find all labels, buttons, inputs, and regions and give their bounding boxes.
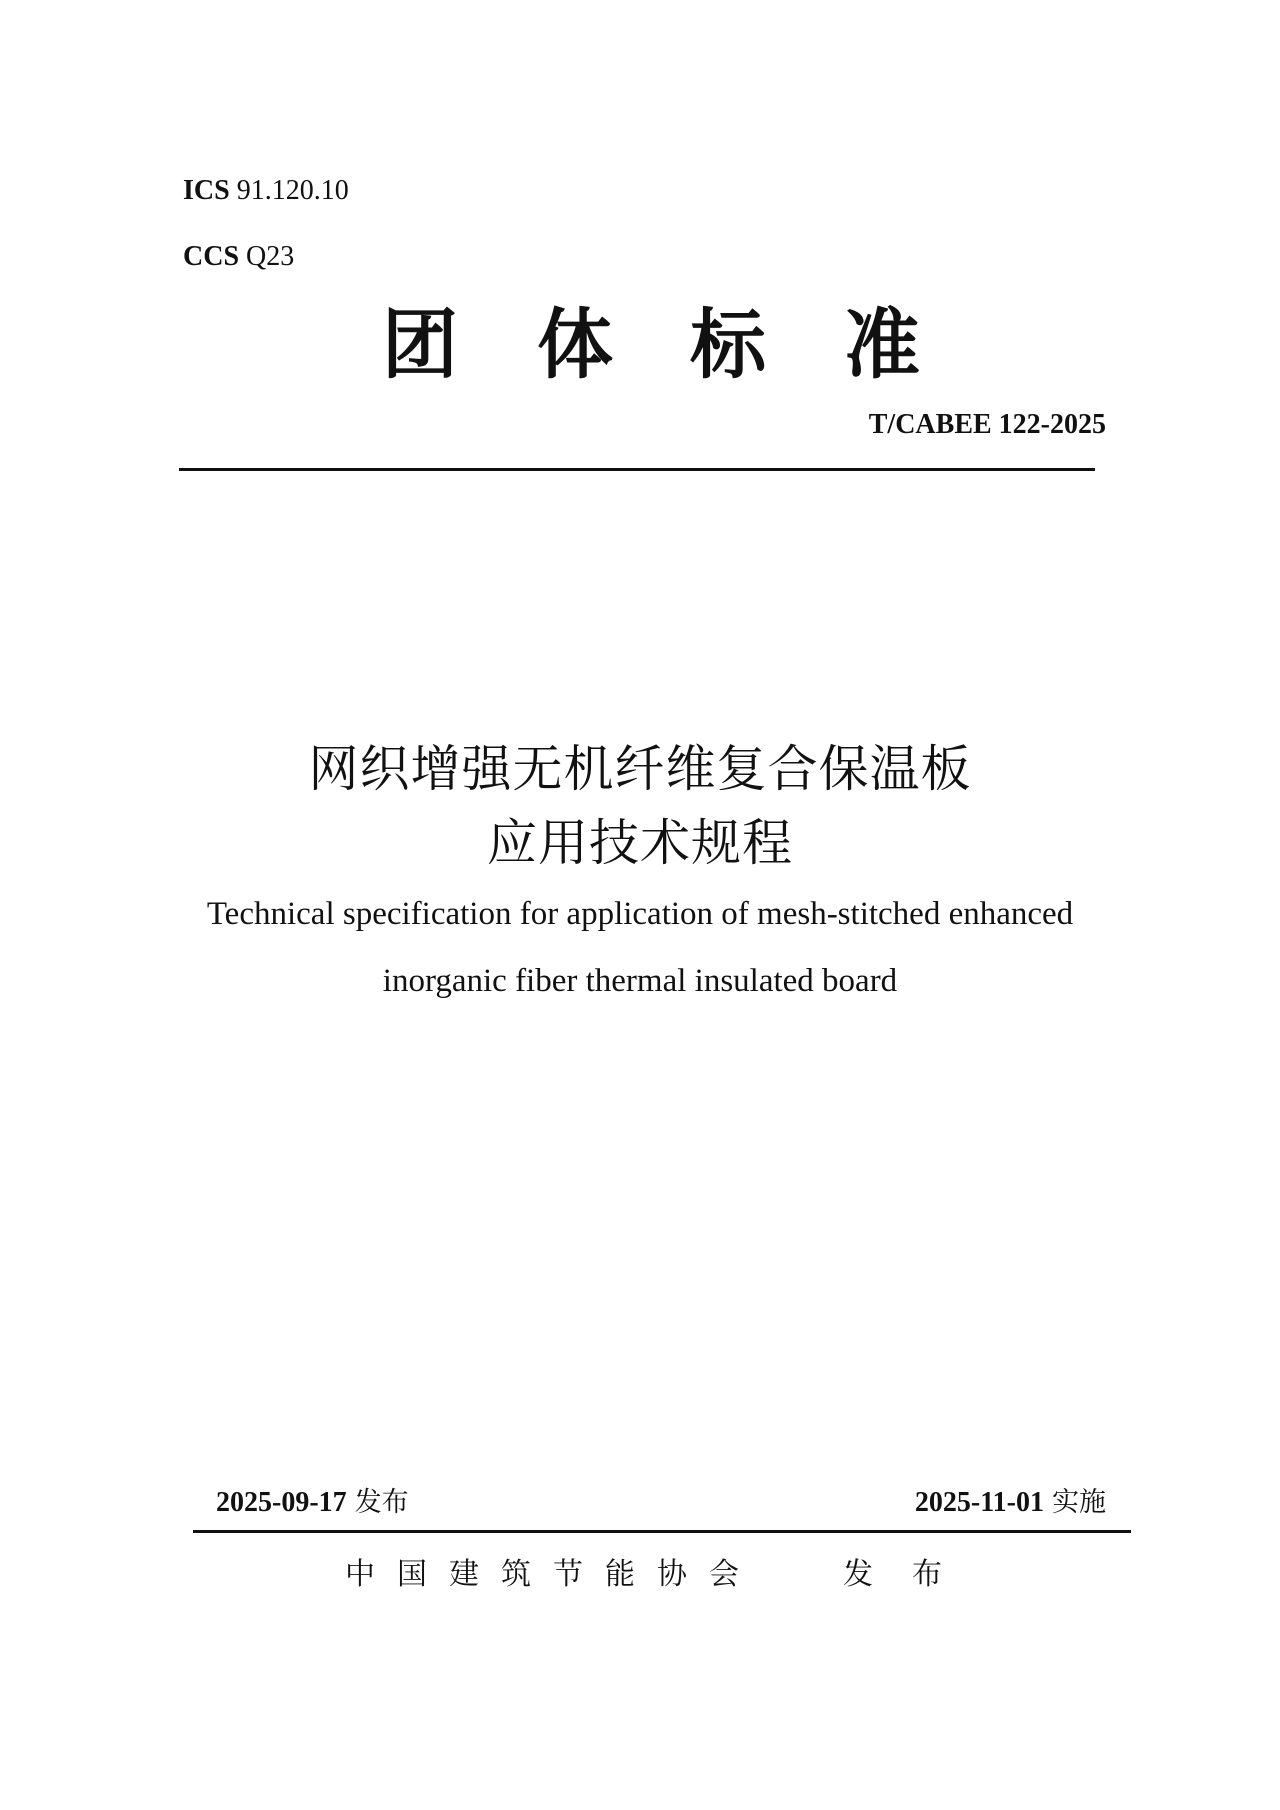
issue-date bbox=[216, 1489, 409, 1517]
publisher-action-char-1: 发 bbox=[843, 1557, 873, 1592]
publisher-char-3: 建 bbox=[449, 1557, 479, 1592]
issue-date-value: 2025-09-17 bbox=[216, 1487, 347, 1518]
publisher-char-8: 会 bbox=[709, 1557, 739, 1592]
heading-char-4: 准 bbox=[844, 300, 920, 389]
implementation-date-word: 实施 bbox=[1052, 1487, 1106, 1518]
publisher-char-7: 协 bbox=[657, 1557, 687, 1592]
footer-divider bbox=[193, 1530, 1131, 1533]
ccs-label: CCS bbox=[183, 241, 240, 272]
title-en-line-2: inorganic fiber thermal insulated board bbox=[382, 963, 898, 999]
header-divider bbox=[179, 468, 1095, 471]
title-en-line-1: Technical specification for application of mesh-stitched enhanced bbox=[206, 896, 1074, 932]
ics-code bbox=[183, 177, 349, 205]
implementation-date bbox=[915, 1489, 1106, 1517]
publisher-char-1: 中 bbox=[345, 1557, 375, 1592]
publisher-char-2: 国 bbox=[397, 1557, 427, 1592]
title-cn-line-2: 应用技术规程 bbox=[487, 814, 793, 872]
standard-number: T/CABEE 122-2025 bbox=[868, 409, 1106, 440]
heading-char-1: 团 bbox=[382, 300, 458, 389]
heading-char-2: 体 bbox=[537, 300, 613, 389]
publisher-action-char-2: 布 bbox=[912, 1557, 942, 1592]
publisher-char-4: 筑 bbox=[501, 1557, 531, 1592]
publisher-char-6: 能 bbox=[605, 1557, 635, 1592]
ics-label: ICS bbox=[183, 175, 230, 206]
title-cn-line-1: 网织增强无机纤维复合保温板 bbox=[308, 740, 972, 798]
implementation-date-value: 2025-11-01 bbox=[914, 1487, 1044, 1518]
publisher-char-5: 节 bbox=[553, 1557, 583, 1592]
heading-char-3: 标 bbox=[690, 300, 766, 389]
issue-date-word: 发布 bbox=[354, 1487, 409, 1518]
ccs-code bbox=[183, 243, 294, 271]
standard-type-heading bbox=[0, 300, 1280, 390]
publisher bbox=[0, 1552, 1280, 1598]
ics-value: 91.120.10 bbox=[236, 175, 349, 206]
ccs-value: Q23 bbox=[246, 241, 295, 272]
